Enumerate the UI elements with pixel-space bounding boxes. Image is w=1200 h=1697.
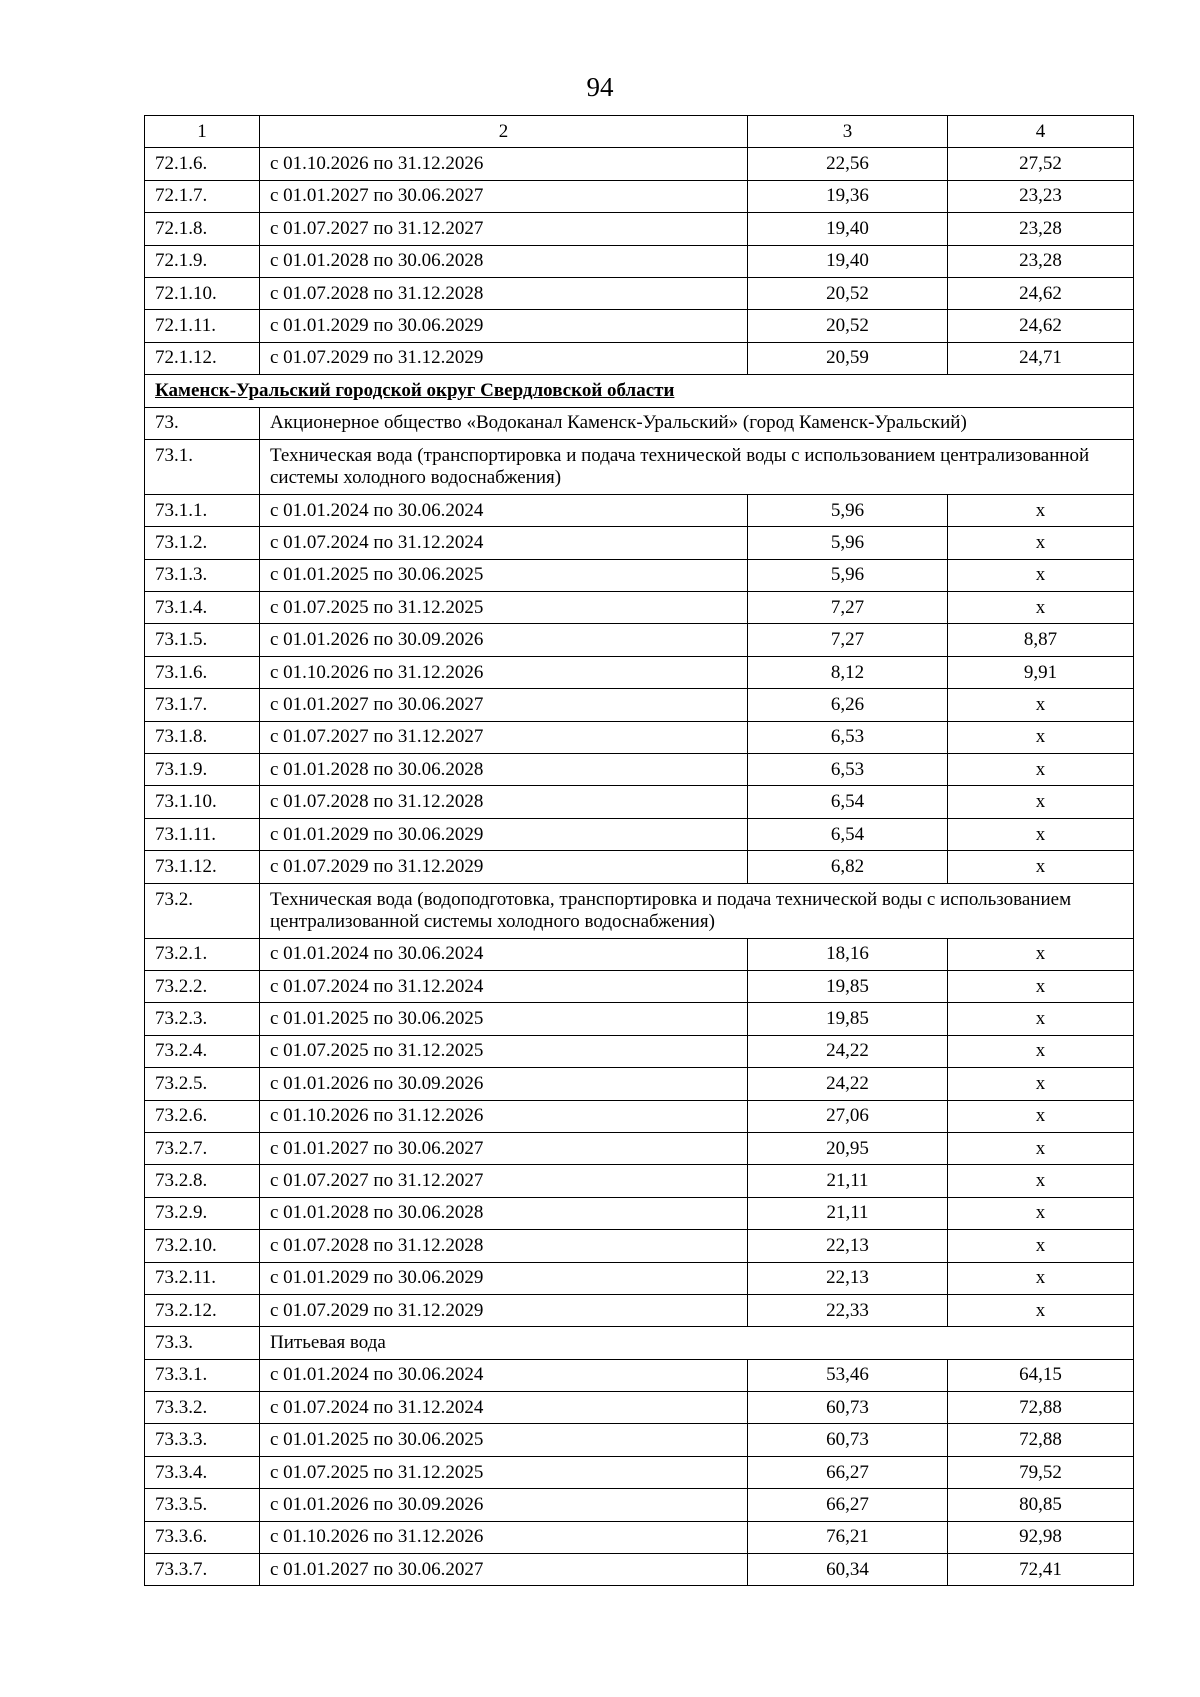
value-col3-cell: 8,12 bbox=[748, 656, 948, 688]
row-number: 73.2.7. bbox=[145, 1132, 260, 1164]
tariff-row bbox=[145, 754, 1134, 786]
row-number: 73.1.5. bbox=[145, 624, 260, 656]
tariff-row bbox=[145, 527, 1134, 559]
row-number: 73.1.8. bbox=[145, 721, 260, 753]
row-number: 72.1.8. bbox=[145, 213, 260, 245]
value-col3-cell: 18,16 bbox=[748, 938, 948, 970]
value-col3-cell: 19,85 bbox=[748, 1003, 948, 1035]
tariff-row bbox=[145, 592, 1134, 624]
row-number: 73.1.12. bbox=[145, 851, 260, 883]
row-number: 73.2.12. bbox=[145, 1294, 260, 1326]
value-col3-cell: 21,11 bbox=[748, 1197, 948, 1229]
value-col3-cell: 6,54 bbox=[748, 818, 948, 850]
value-col3-cell: 6,54 bbox=[748, 786, 948, 818]
period-cell: с 01.01.2026 по 30.09.2026 bbox=[260, 1489, 748, 1521]
tariff-row bbox=[145, 721, 1134, 753]
section-number: 73.3. bbox=[145, 1327, 260, 1359]
region-heading-row bbox=[145, 375, 1134, 407]
column-number-4: 4 bbox=[948, 116, 1134, 148]
value-col4-cell: х bbox=[948, 1294, 1134, 1326]
row-number: 73.1.7. bbox=[145, 689, 260, 721]
period-cell: с 01.07.2025 по 31.12.2025 bbox=[260, 592, 748, 624]
tariff-row bbox=[145, 494, 1134, 526]
tariff-row bbox=[145, 689, 1134, 721]
tariff-row bbox=[145, 213, 1134, 245]
value-col4-cell: х bbox=[948, 1003, 1134, 1035]
period-cell: с 01.07.2028 по 31.12.2028 bbox=[260, 786, 748, 818]
period-cell: с 01.01.2028 по 30.06.2028 bbox=[260, 245, 748, 277]
page-number: 94 bbox=[586, 72, 614, 102]
value-col3-cell: 22,33 bbox=[748, 1294, 948, 1326]
value-col4-cell: 23,28 bbox=[948, 213, 1134, 245]
value-col4-cell: х bbox=[948, 689, 1134, 721]
value-col3-cell: 60,73 bbox=[748, 1392, 948, 1424]
period-cell: с 01.01.2028 по 30.06.2028 bbox=[260, 1197, 748, 1229]
value-col4-cell: х bbox=[948, 1230, 1134, 1262]
row-number: 72.1.9. bbox=[145, 245, 260, 277]
tariff-row bbox=[145, 1359, 1134, 1391]
tariff-row bbox=[145, 1003, 1134, 1035]
row-number: 72.1.12. bbox=[145, 342, 260, 374]
value-col3-cell: 20,52 bbox=[748, 277, 948, 309]
period-cell: с 01.01.2029 по 30.06.2029 bbox=[260, 310, 748, 342]
tariff-row bbox=[145, 1554, 1134, 1586]
row-number: 72.1.7. bbox=[145, 180, 260, 212]
row-number: 73.1.9. bbox=[145, 754, 260, 786]
row-number: 73.1.10. bbox=[145, 786, 260, 818]
tariff-row bbox=[145, 277, 1134, 309]
region-heading: Каменск-Уральский городской округ Свердловской области bbox=[145, 375, 1134, 407]
value-col4-cell: 72,41 bbox=[948, 1554, 1134, 1586]
period-cell: с 01.01.2025 по 30.06.2025 bbox=[260, 559, 748, 591]
value-col3-cell: 19,85 bbox=[748, 970, 948, 1002]
row-number: 73.3.7. bbox=[145, 1554, 260, 1586]
value-col4-cell: х bbox=[948, 754, 1134, 786]
tariff-row bbox=[145, 1392, 1134, 1424]
value-col3-cell: 20,59 bbox=[748, 342, 948, 374]
period-cell: с 01.10.2026 по 31.12.2026 bbox=[260, 656, 748, 688]
value-col3-cell: 19,36 bbox=[748, 180, 948, 212]
tariff-row bbox=[145, 1521, 1134, 1553]
row-number: 72.1.6. bbox=[145, 148, 260, 180]
row-number: 73.1.3. bbox=[145, 559, 260, 591]
value-col3-cell: 60,73 bbox=[748, 1424, 948, 1456]
period-cell: с 01.10.2026 по 31.12.2026 bbox=[260, 1100, 748, 1132]
row-number: 72.1.11. bbox=[145, 310, 260, 342]
tariff-row bbox=[145, 1035, 1134, 1067]
period-cell: с 01.01.2027 по 30.06.2027 bbox=[260, 1132, 748, 1164]
period-cell: с 01.01.2029 по 30.06.2029 bbox=[260, 1262, 748, 1294]
tariff-row bbox=[145, 786, 1134, 818]
row-number: 73.1.11. bbox=[145, 818, 260, 850]
tariff-row bbox=[145, 1132, 1134, 1164]
tariff-row bbox=[145, 1100, 1134, 1132]
value-col3-cell: 6,53 bbox=[748, 721, 948, 753]
tariff-row bbox=[145, 851, 1134, 883]
row-number: 73.1.4. bbox=[145, 592, 260, 624]
row-number: 73.2.8. bbox=[145, 1165, 260, 1197]
column-number-3: 3 bbox=[748, 116, 948, 148]
tariff-row bbox=[145, 342, 1134, 374]
tariff-row bbox=[145, 245, 1134, 277]
value-col3-cell: 5,96 bbox=[748, 559, 948, 591]
value-col3-cell: 22,56 bbox=[748, 148, 948, 180]
period-cell: с 01.07.2024 по 31.12.2024 bbox=[260, 527, 748, 559]
value-col4-cell: х bbox=[948, 721, 1134, 753]
column-number-row bbox=[145, 116, 1134, 148]
value-col4-cell: 80,85 bbox=[948, 1489, 1134, 1521]
tariff-row bbox=[145, 1456, 1134, 1488]
tariff-row bbox=[145, 1197, 1134, 1229]
tariff-row bbox=[145, 310, 1134, 342]
column-number-1: 1 bbox=[145, 116, 260, 148]
row-number: 73.2.10. bbox=[145, 1230, 260, 1262]
period-cell: с 01.07.2025 по 31.12.2025 bbox=[260, 1456, 748, 1488]
row-number: 73.2.2. bbox=[145, 970, 260, 1002]
period-cell: с 01.01.2027 по 30.06.2027 bbox=[260, 689, 748, 721]
tariff-row bbox=[145, 1068, 1134, 1100]
value-col4-cell: 23,23 bbox=[948, 180, 1134, 212]
period-cell: с 01.10.2026 по 31.12.2026 bbox=[260, 148, 748, 180]
value-col3-cell: 6,82 bbox=[748, 851, 948, 883]
tariff-row bbox=[145, 970, 1134, 1002]
value-col4-cell: х bbox=[948, 1197, 1134, 1229]
value-col3-cell: 6,53 bbox=[748, 754, 948, 786]
tariff-table bbox=[144, 115, 1134, 1586]
period-cell: с 01.01.2024 по 30.06.2024 bbox=[260, 1359, 748, 1391]
value-col4-cell: 24,62 bbox=[948, 310, 1134, 342]
period-cell: с 01.01.2024 по 30.06.2024 bbox=[260, 494, 748, 526]
period-cell: с 01.07.2025 по 31.12.2025 bbox=[260, 1035, 748, 1067]
value-col4-cell: 79,52 bbox=[948, 1456, 1134, 1488]
value-col4-cell: х bbox=[948, 1165, 1134, 1197]
value-col3-cell: 20,52 bbox=[748, 310, 948, 342]
value-col4-cell: 24,62 bbox=[948, 277, 1134, 309]
value-col4-cell: х bbox=[948, 1132, 1134, 1164]
section-title: Питьевая вода bbox=[260, 1327, 1134, 1359]
row-number: 73.1.1. bbox=[145, 494, 260, 526]
value-col4-cell: х bbox=[948, 1035, 1134, 1067]
tariff-row bbox=[145, 1262, 1134, 1294]
tariff-table-body bbox=[145, 116, 1134, 1586]
period-cell: с 01.01.2025 по 30.06.2025 bbox=[260, 1424, 748, 1456]
value-col4-cell: 27,52 bbox=[948, 148, 1134, 180]
value-col4-cell: 23,28 bbox=[948, 245, 1134, 277]
tariff-row bbox=[145, 148, 1134, 180]
section-number: 73.2. bbox=[145, 883, 260, 938]
value-col4-cell: 64,15 bbox=[948, 1359, 1134, 1391]
period-cell: с 01.07.2027 по 31.12.2027 bbox=[260, 1165, 748, 1197]
value-col4-cell: х bbox=[948, 818, 1134, 850]
period-cell: с 01.01.2026 по 30.09.2026 bbox=[260, 1068, 748, 1100]
value-col3-cell: 21,11 bbox=[748, 1165, 948, 1197]
value-col4-cell: х bbox=[948, 970, 1134, 1002]
row-number: 73.1.6. bbox=[145, 656, 260, 688]
row-number: 73.3.3. bbox=[145, 1424, 260, 1456]
period-cell: с 01.01.2027 по 30.06.2027 bbox=[260, 180, 748, 212]
period-cell: с 01.07.2027 по 31.12.2027 bbox=[260, 721, 748, 753]
value-col3-cell: 66,27 bbox=[748, 1489, 948, 1521]
section-row bbox=[145, 883, 1134, 938]
tariff-row bbox=[145, 938, 1134, 970]
value-col3-cell: 27,06 bbox=[748, 1100, 948, 1132]
section-title: Акционерное общество «Водоканал Каменск-Уральский» (город Каменск-Уральский) bbox=[260, 407, 1134, 439]
value-col4-cell: х bbox=[948, 559, 1134, 591]
row-number: 73.2.6. bbox=[145, 1100, 260, 1132]
value-col3-cell: 7,27 bbox=[748, 624, 948, 656]
value-col4-cell: х bbox=[948, 786, 1134, 818]
value-col3-cell: 19,40 bbox=[748, 245, 948, 277]
value-col4-cell: 8,87 bbox=[948, 624, 1134, 656]
tariff-row bbox=[145, 818, 1134, 850]
value-col4-cell: 72,88 bbox=[948, 1392, 1134, 1424]
value-col3-cell: 20,95 bbox=[748, 1132, 948, 1164]
value-col4-cell: х bbox=[948, 494, 1134, 526]
section-row bbox=[145, 1327, 1134, 1359]
period-cell: с 01.01.2024 по 30.06.2024 bbox=[260, 938, 748, 970]
row-number: 73.2.3. bbox=[145, 1003, 260, 1035]
value-col4-cell: х bbox=[948, 938, 1134, 970]
tariff-row bbox=[145, 1230, 1134, 1262]
tariff-row bbox=[145, 180, 1134, 212]
value-col3-cell: 6,26 bbox=[748, 689, 948, 721]
row-number: 72.1.10. bbox=[145, 277, 260, 309]
period-cell: с 01.07.2027 по 31.12.2027 bbox=[260, 213, 748, 245]
value-col4-cell: х bbox=[948, 592, 1134, 624]
period-cell: с 01.07.2024 по 31.12.2024 bbox=[260, 970, 748, 1002]
value-col4-cell: 9,91 bbox=[948, 656, 1134, 688]
value-col4-cell: х bbox=[948, 1262, 1134, 1294]
tariff-row bbox=[145, 1294, 1134, 1326]
section-title: Техническая вода (транспортировка и подача технической воды с использованием централизованной системы холодного водоснабжения) bbox=[260, 439, 1134, 494]
tariff-row bbox=[145, 559, 1134, 591]
row-number: 73.2.1. bbox=[145, 938, 260, 970]
value-col3-cell: 76,21 bbox=[748, 1521, 948, 1553]
row-number: 73.2.4. bbox=[145, 1035, 260, 1067]
row-number: 73.2.11. bbox=[145, 1262, 260, 1294]
value-col3-cell: 22,13 bbox=[748, 1262, 948, 1294]
row-number: 73.2.5. bbox=[145, 1068, 260, 1100]
period-cell: с 01.01.2028 по 30.06.2028 bbox=[260, 754, 748, 786]
tariff-row bbox=[145, 1489, 1134, 1521]
value-col4-cell: х bbox=[948, 1068, 1134, 1100]
value-col4-cell: х bbox=[948, 527, 1134, 559]
value-col3-cell: 24,22 bbox=[748, 1035, 948, 1067]
period-cell: с 01.01.2025 по 30.06.2025 bbox=[260, 1003, 748, 1035]
value-col3-cell: 24,22 bbox=[748, 1068, 948, 1100]
section-title: Техническая вода (водоподготовка, транспортировка и подача технической воды с использованием централизованной системы холодного водоснабжения) bbox=[260, 883, 1134, 938]
row-number: 73.3.6. bbox=[145, 1521, 260, 1553]
section-number: 73. bbox=[145, 407, 260, 439]
value-col4-cell: 24,71 bbox=[948, 342, 1134, 374]
row-number: 73.1.2. bbox=[145, 527, 260, 559]
value-col4-cell: х bbox=[948, 1100, 1134, 1132]
value-col4-cell: х bbox=[948, 851, 1134, 883]
value-col3-cell: 66,27 bbox=[748, 1456, 948, 1488]
section-row bbox=[145, 407, 1134, 439]
tariff-row bbox=[145, 656, 1134, 688]
period-cell: с 01.01.2029 по 30.06.2029 bbox=[260, 818, 748, 850]
tariff-row bbox=[145, 1424, 1134, 1456]
row-number: 73.2.9. bbox=[145, 1197, 260, 1229]
row-number: 73.3.1. bbox=[145, 1359, 260, 1391]
row-number: 73.3.2. bbox=[145, 1392, 260, 1424]
value-col4-cell: 72,88 bbox=[948, 1424, 1134, 1456]
value-col3-cell: 22,13 bbox=[748, 1230, 948, 1262]
column-number-2: 2 bbox=[260, 116, 748, 148]
section-row bbox=[145, 439, 1134, 494]
value-col4-cell: 92,98 bbox=[948, 1521, 1134, 1553]
value-col3-cell: 5,96 bbox=[748, 527, 948, 559]
section-number: 73.1. bbox=[145, 439, 260, 494]
period-cell: с 01.07.2024 по 31.12.2024 bbox=[260, 1392, 748, 1424]
row-number: 73.3.4. bbox=[145, 1456, 260, 1488]
period-cell: с 01.01.2027 по 30.06.2027 bbox=[260, 1554, 748, 1586]
period-cell: с 01.07.2028 по 31.12.2028 bbox=[260, 1230, 748, 1262]
tariff-row bbox=[145, 1165, 1134, 1197]
period-cell: с 01.07.2029 по 31.12.2029 bbox=[260, 342, 748, 374]
value-col3-cell: 5,96 bbox=[748, 494, 948, 526]
value-col3-cell: 60,34 bbox=[748, 1554, 948, 1586]
value-col3-cell: 53,46 bbox=[748, 1359, 948, 1391]
period-cell: с 01.01.2026 по 30.09.2026 bbox=[260, 624, 748, 656]
row-number: 73.3.5. bbox=[145, 1489, 260, 1521]
period-cell: с 01.07.2029 по 31.12.2029 bbox=[260, 851, 748, 883]
period-cell: с 01.07.2029 по 31.12.2029 bbox=[260, 1294, 748, 1326]
tariff-row bbox=[145, 624, 1134, 656]
value-col3-cell: 7,27 bbox=[748, 592, 948, 624]
period-cell: с 01.10.2026 по 31.12.2026 bbox=[260, 1521, 748, 1553]
period-cell: с 01.07.2028 по 31.12.2028 bbox=[260, 277, 748, 309]
value-col3-cell: 19,40 bbox=[748, 213, 948, 245]
